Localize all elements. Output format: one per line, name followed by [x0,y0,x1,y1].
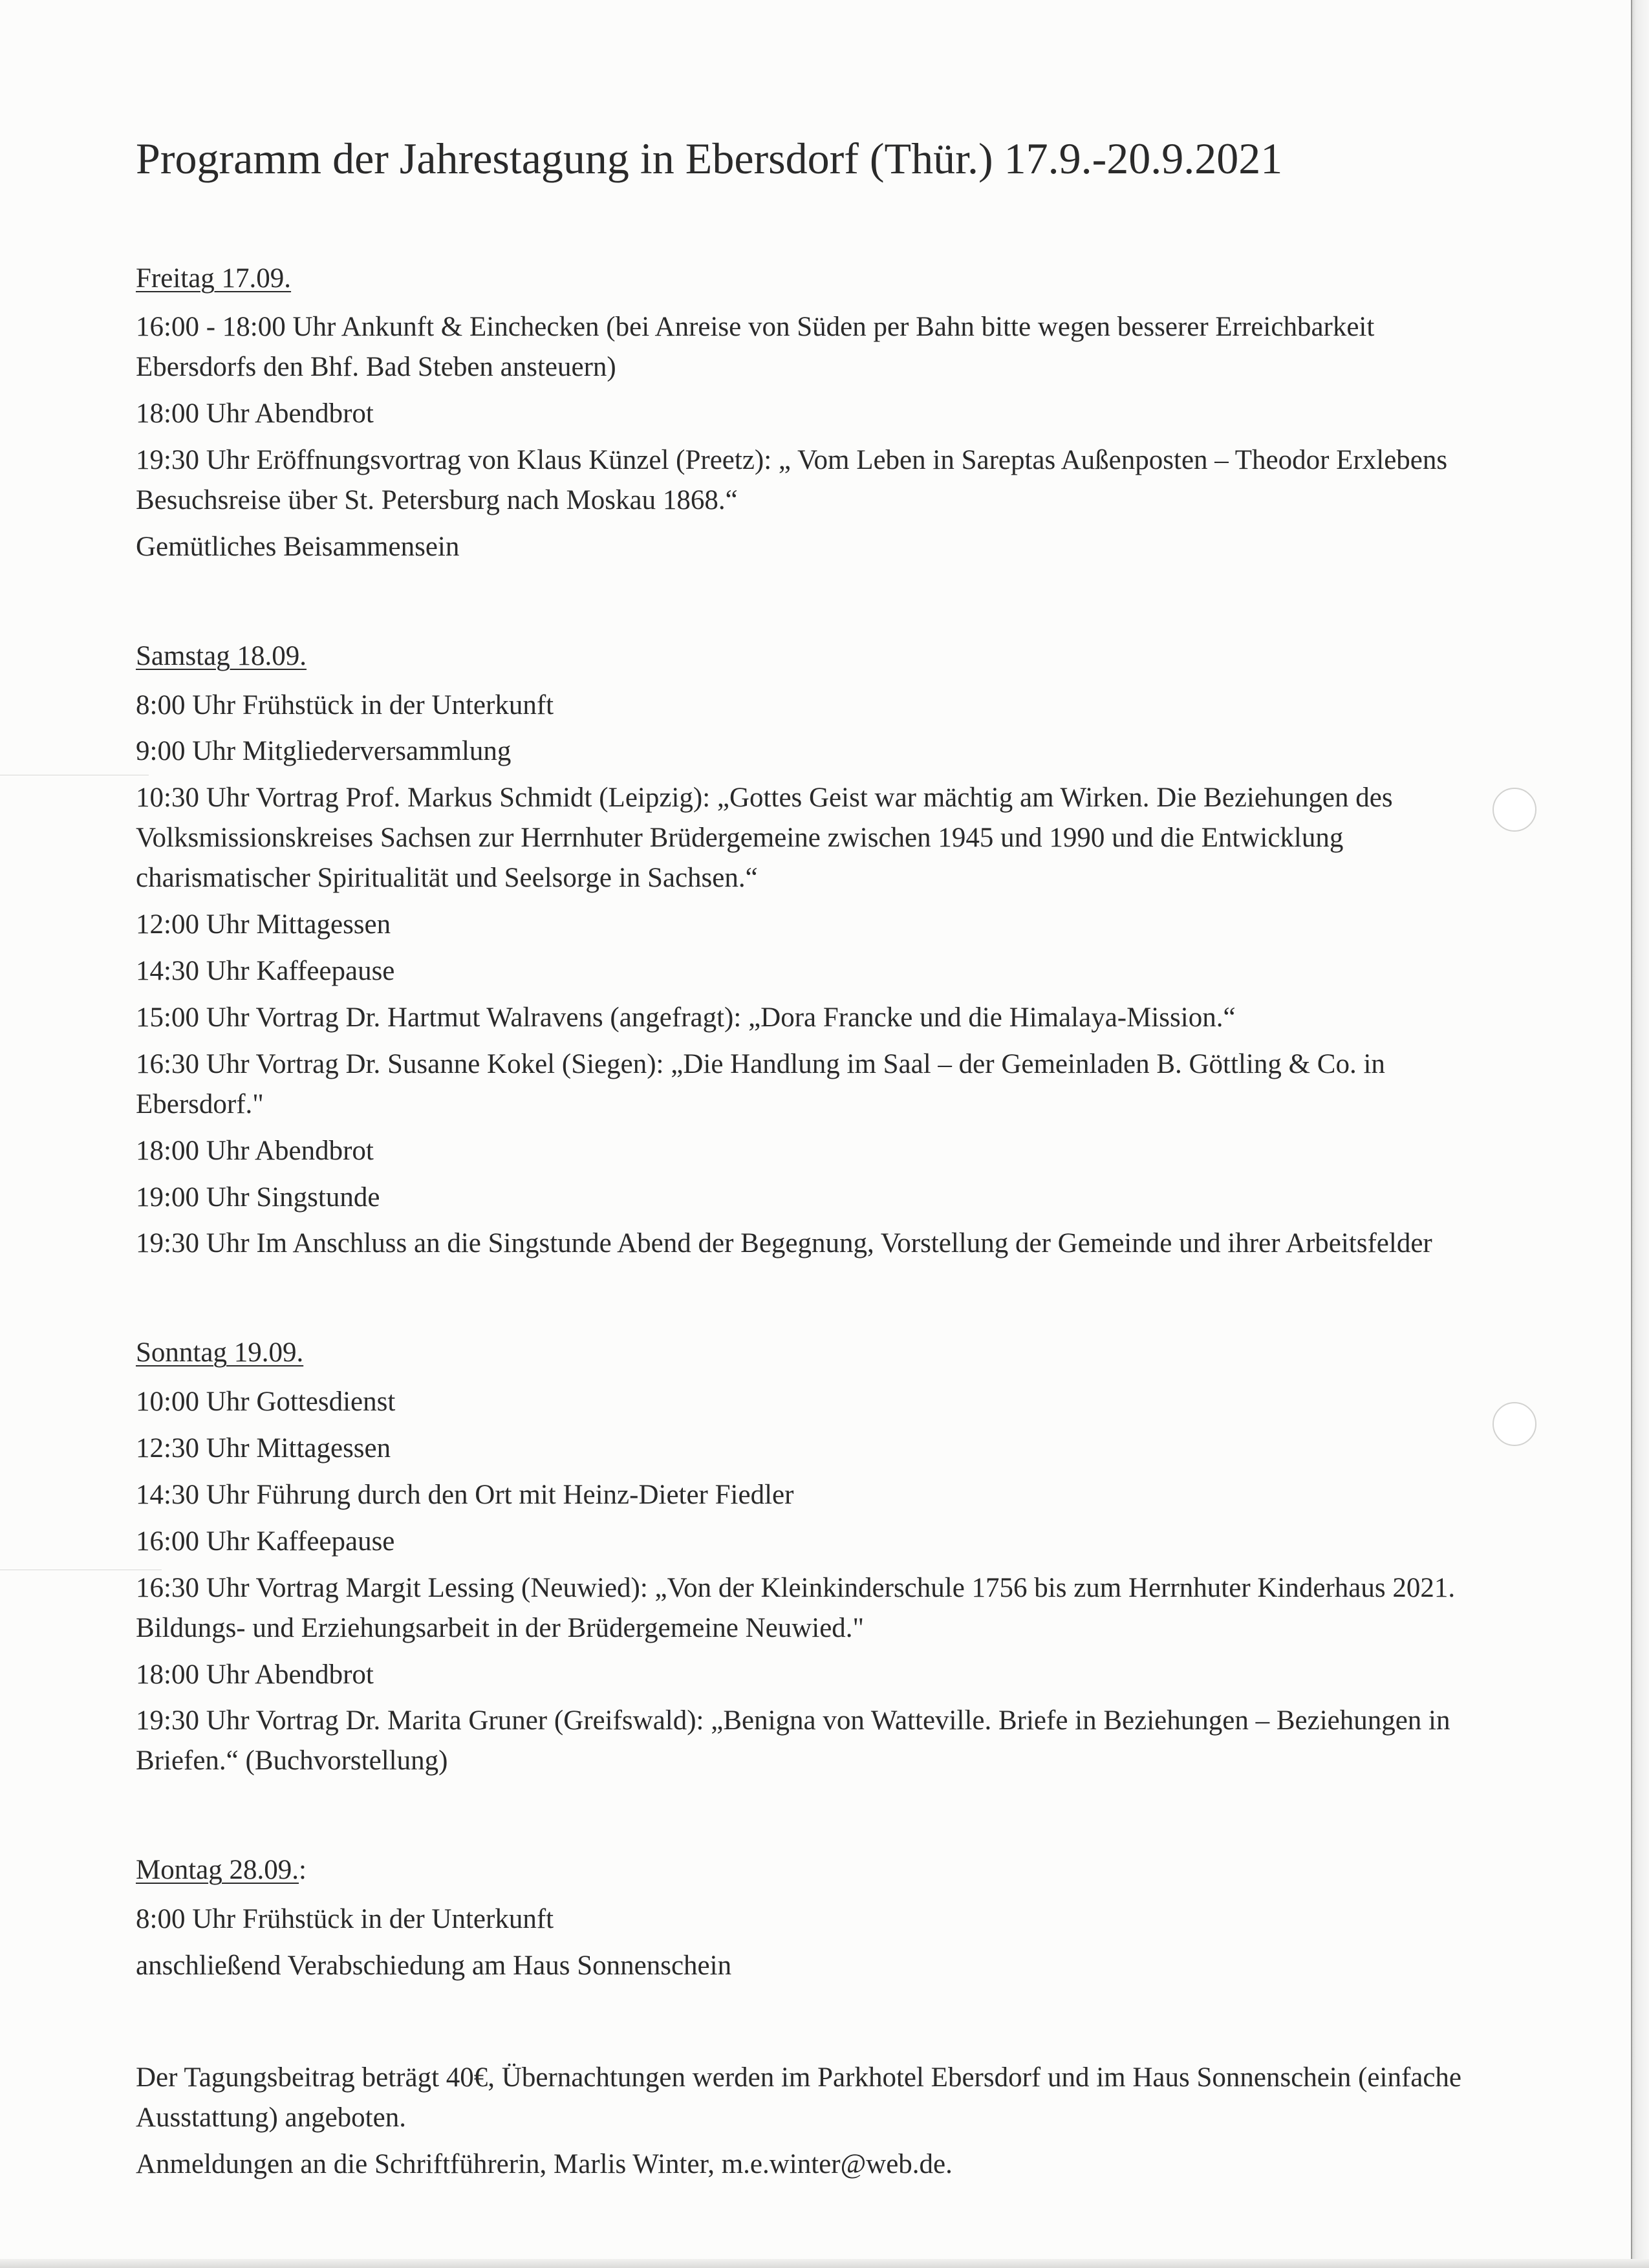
schedule-entry: 19:30 Uhr Vortrag Dr. Marita Gruner (Greifswald): „Benigna von Watteville. Briefe in Beziehungen – Beziehungen in Briefen.“ (Buchvorstellung) [136,1705,1450,1777]
schedule-entry: 16:30 Uhr Vortrag Margit Lessing (Neuwied): „Von der Kleinkinderschule 1756 bis zum Herrnhuter Kinderhaus 2021. Bildungs- und Erziehungsarbeit in der Brüdergemeine Neuwied." [136,1572,1456,1643]
schedule-entry: 12:00 Uhr Mittagessen [136,909,391,940]
schedule-entry: 14:30 Uhr Führung durch den Ort mit Heinz-Dieter Fiedler [136,1479,794,1510]
registration-note: Anmeldungen an die Schriftführerin, Marlis Winter, m.e.winter@web.de. [136,2148,953,2179]
day-monday [136,1853,1468,1986]
paper-right-edge [1631,0,1649,2268]
page-title: Programm der Jahrestagung in Ebersdorf (Thür.) 17.9.-20.9.2021 [136,134,1283,183]
schedule-entry: 8:00 Uhr Frühstück in der Unterkunft [136,1903,554,1934]
day-heading: Samstag 18.09. [136,640,307,671]
schedule-entry: 8:00 Uhr Frühstück in der Unterkunft [136,689,554,720]
day-saturday [136,639,1468,1264]
schedule-entry: 10:30 Uhr Vortrag Prof. Markus Schmidt (Leipzig): „Gottes Geist war mächtig am Wirken. Die Beziehungen des Volksmissionskreises Sachsen zur Herrnhuter Brüdergemeine zwischen 1945 und 1990 und die Entwicklung charismatischer Spiritualität und Seelsorge in Sachsen.“ [136,783,1393,894]
punch-hole [1493,788,1536,832]
paper-bottom-edge [0,2259,1649,2268]
schedule-entry: 16:00 Uhr Kaffeepause [136,1526,395,1557]
day-friday [136,261,1468,567]
schedule-entry: 19:30 Uhr Eröffnungsvortrag von Klaus Künzel (Preetz): „ Vom Leben in Sareptas Außenposten – Theodor Erxlebens Besuchsreise über St. Petersburg nach Moskau 1868.“ [136,445,1448,515]
schedule-entry: 18:00 Uhr Abendbrot [136,1135,374,1166]
schedule-entry: 12:30 Uhr Mittagessen [136,1432,391,1463]
footer-notes [136,2058,1468,2185]
day-sunday [136,1335,1468,1781]
schedule-entry: 9:00 Uhr Mitgliederversammlung [136,736,512,767]
schedule-entry: 14:30 Uhr Kaffeepause [136,955,395,986]
fee-note: Der Tagungsbeitrag beträgt 40€, Übernachtungen werden im Parkhotel Ebersdorf und im Haus Sonnenschein (einfache Ausstattung) angeboten. [136,2062,1462,2133]
schedule-entry: 15:00 Uhr Vortrag Dr. Hartmut Walravens (angefragt): „Dora Francke und die Himalaya-Mission.“ [136,1002,1236,1033]
day-heading-text: Montag 28.09. [136,1855,299,1886]
schedule-entry: 16:30 Uhr Vortrag Dr. Susanne Kokel (Siegen): „Die Handlung im Saal – der Gemeinladen B. Göttling & Co. in Ebersdorf." [136,1048,1385,1119]
day-heading: Sonntag 19.09. [136,1337,304,1368]
schedule-entry: Gemütliches Beisammensein [136,531,460,562]
schedule-entry: 16:00 - 18:00 Uhr Ankunft & Einchecken (bei Anreise von Süden per Bahn bitte wegen besserer Erreichbarkeit Ebersdorfs den Bhf. Bad Steben ansteuern) [136,312,1375,383]
document-body [136,133,1468,2191]
day-heading [136,1853,1468,1888]
schedule-entry: 18:00 Uhr Abendbrot [136,398,374,429]
schedule-entry: 19:00 Uhr Singstunde [136,1182,380,1213]
day-heading-colon: : [299,1855,307,1886]
schedule-entry: anschließend Verabschiedung am Haus Sonnenschein [136,1950,732,1981]
schedule-entry: 10:00 Uhr Gottesdienst [136,1387,396,1418]
schedule-entry: 19:30 Uhr Im Anschluss an die Singstunde Abend der Begegnung, Vorstellung der Gemeinde und ihrer Arbeitsfelder [136,1228,1432,1259]
day-heading: Freitag 17.09. [136,263,292,294]
punch-hole [1493,1402,1536,1446]
schedule-entry: 18:00 Uhr Abendbrot [136,1659,374,1690]
